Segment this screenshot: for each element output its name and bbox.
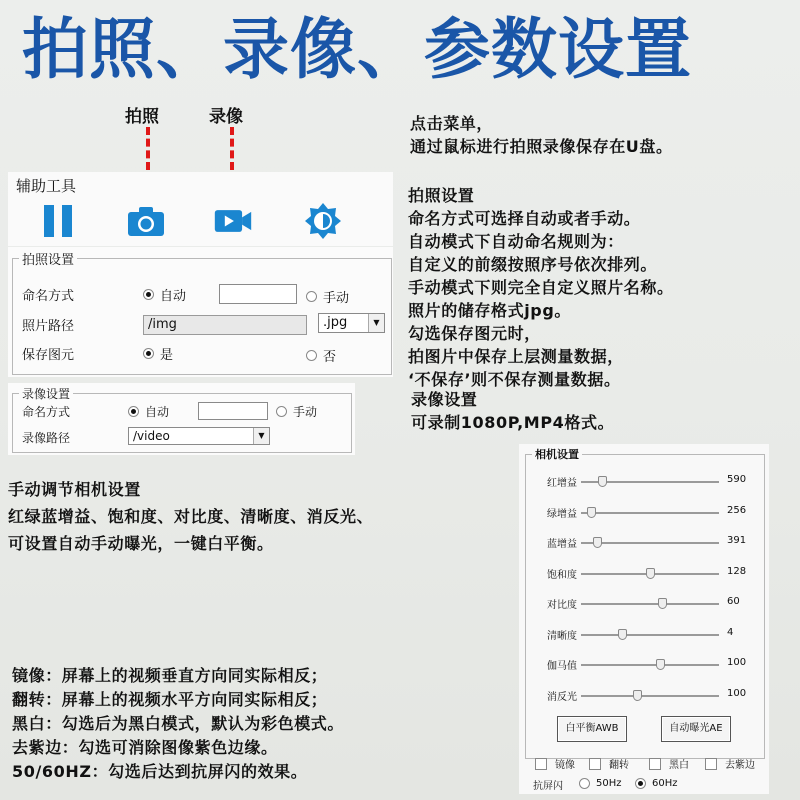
slider-row bbox=[519, 474, 769, 488]
radio-dot bbox=[128, 406, 139, 417]
radio-dot bbox=[579, 778, 590, 789]
slider-thumb[interactable] bbox=[646, 568, 655, 579]
video-naming-input[interactable] bbox=[198, 402, 268, 420]
video-path-select[interactable] bbox=[128, 427, 270, 445]
desc-line: 勾选保存图元时， bbox=[408, 324, 541, 343]
slider-track[interactable] bbox=[581, 695, 719, 697]
video-path-value: /video bbox=[133, 429, 170, 443]
photo-settings-legend: 拍照设置 bbox=[22, 253, 75, 268]
video-description bbox=[411, 388, 614, 434]
video-naming-label: 命名方式 bbox=[22, 405, 71, 419]
slider-label: 清晰度 bbox=[547, 630, 577, 642]
mirror-checkbox[interactable] bbox=[535, 756, 575, 771]
video-naming-auto-radio[interactable] bbox=[128, 403, 169, 420]
slider-row bbox=[519, 535, 769, 549]
slider-track[interactable] bbox=[581, 512, 719, 514]
radio-dot bbox=[306, 291, 317, 302]
slider-track[interactable] bbox=[581, 603, 719, 605]
photo-path-field[interactable]: /img bbox=[143, 315, 307, 335]
grayscale-checkbox[interactable] bbox=[649, 756, 689, 771]
defringe-label: 去紫边 bbox=[725, 760, 755, 771]
hz50-label: 50Hz bbox=[596, 778, 622, 789]
menu-description bbox=[410, 112, 673, 158]
anti-flicker-label: 抗屏闪 bbox=[533, 781, 563, 792]
ae-button[interactable]: 自动曝光AE bbox=[661, 716, 731, 742]
slider-label: 伽马值 bbox=[547, 661, 577, 672]
slider-thumb[interactable] bbox=[658, 598, 667, 609]
slider-thumb[interactable] bbox=[633, 690, 642, 701]
slider-label: 饱和度 bbox=[547, 569, 577, 581]
desc-line: 可设置自动手动曝光，一键白平衡。 bbox=[8, 534, 274, 553]
video-camera-icon bbox=[213, 205, 253, 237]
grayscale-label: 黑白 bbox=[669, 760, 689, 771]
bottom-description bbox=[12, 664, 344, 784]
desc-line: ‘不保存’则不保存测量数据。 bbox=[408, 370, 621, 389]
slider-label: 消反光 bbox=[547, 691, 577, 703]
desc-line: 自定义的前缀按照序号依次排列。 bbox=[408, 255, 658, 274]
slider-row bbox=[519, 688, 769, 702]
video-naming-auto-label: 自动 bbox=[145, 405, 170, 419]
photo-naming-manual-radio[interactable] bbox=[306, 287, 349, 306]
manual-description bbox=[8, 476, 373, 557]
mirror-label: 镜像 bbox=[555, 760, 575, 771]
camera-settings-panel bbox=[519, 444, 769, 794]
slider-value: 256 bbox=[727, 504, 747, 516]
brightness-icon bbox=[304, 202, 342, 240]
slider-value: 4 bbox=[727, 626, 734, 638]
photo-naming-auto-radio[interactable] bbox=[143, 285, 186, 304]
slider-value: 100 bbox=[727, 687, 747, 699]
desc-line: 黑白：勾选后为黑白模式，默认为彩色模式。 bbox=[12, 714, 345, 733]
slider-value: 128 bbox=[727, 565, 747, 577]
desc-line: 手动模式下则完全自定义照片名称。 bbox=[408, 278, 674, 297]
slider-row bbox=[519, 657, 769, 671]
desc-line: 手动调节相机设置 bbox=[8, 480, 141, 499]
chevron-down-icon: ▼ bbox=[253, 428, 269, 444]
checkbox-box bbox=[535, 758, 547, 770]
video-settings-panel bbox=[8, 383, 355, 455]
desc-line: 自动模式下自动命名规则为： bbox=[408, 232, 624, 251]
video-settings-legend: 录像设置 bbox=[22, 387, 71, 401]
slider-label: 蓝增益 bbox=[547, 539, 577, 550]
video-naming-manual-radio[interactable] bbox=[276, 403, 317, 420]
chevron-down-icon: ▼ bbox=[368, 314, 384, 332]
toolbar bbox=[8, 172, 393, 246]
desc-line: 通过鼠标进行拍照录像保存在U盘。 bbox=[410, 137, 673, 156]
photo-path-label: 照片路径 bbox=[22, 319, 75, 334]
desc-line: 录像设置 bbox=[411, 390, 478, 409]
radio-dot bbox=[635, 778, 646, 789]
pause-button[interactable] bbox=[38, 202, 78, 240]
pause-icon bbox=[40, 203, 76, 239]
camera-settings-legend: 相机设置 bbox=[535, 448, 579, 461]
record-video-button[interactable] bbox=[213, 202, 253, 240]
save-overlay-label: 保存图元 bbox=[22, 348, 75, 363]
video-path-label: 录像路径 bbox=[22, 431, 71, 445]
camera-settings-button[interactable] bbox=[303, 202, 343, 240]
slider-label: 对比度 bbox=[547, 600, 577, 611]
awb-button[interactable]: 白平衡AWB bbox=[557, 716, 627, 742]
defringe-checkbox[interactable] bbox=[705, 756, 755, 771]
checkbox-box bbox=[649, 758, 661, 770]
desc-line: 红绿蓝增益、饱和度、对比度、清晰度、消反光、 bbox=[8, 507, 374, 526]
checkbox-box bbox=[589, 758, 601, 770]
desc-line: 镜像：屏幕上的视频垂直方向同实际相反； bbox=[12, 666, 328, 685]
photo-naming-label: 命名方式 bbox=[22, 289, 75, 304]
photo-description bbox=[408, 184, 674, 391]
photo-format-select[interactable] bbox=[318, 313, 385, 333]
desc-line: 可录制1080P,MP4格式。 bbox=[411, 413, 615, 432]
desc-line: 照片的储存格式jpg。 bbox=[408, 301, 571, 320]
save-overlay-yes-label: 是 bbox=[160, 348, 174, 363]
desc-line: 拍图片中保存上层测量数据， bbox=[408, 347, 624, 366]
desc-line: 去紫边：勾选可消除图像紫色边缘。 bbox=[12, 738, 278, 757]
save-overlay-no-radio[interactable] bbox=[306, 346, 336, 365]
slider-thumb[interactable] bbox=[618, 629, 627, 640]
save-overlay-no-label: 否 bbox=[323, 350, 337, 365]
slider-row bbox=[519, 596, 769, 610]
slider-track[interactable] bbox=[581, 542, 719, 544]
flip-label: 翻转 bbox=[609, 760, 629, 771]
desc-line: 翻转：屏幕上的视频水平方向同实际相反； bbox=[12, 690, 328, 709]
slider-thumb[interactable] bbox=[598, 476, 607, 487]
radio-dot bbox=[276, 406, 287, 417]
slider-thumb[interactable] bbox=[587, 507, 596, 518]
slider-row bbox=[519, 627, 769, 641]
slider-row bbox=[519, 566, 769, 580]
toolbar-title: 辅助工具 bbox=[16, 177, 77, 195]
slider-value: 391 bbox=[727, 535, 747, 546]
photo-naming-auto-label: 自动 bbox=[160, 289, 187, 304]
slider-thumb[interactable] bbox=[593, 537, 602, 548]
capture-photo-button[interactable] bbox=[126, 202, 166, 240]
desc-line: 点击菜单， bbox=[410, 114, 494, 133]
photo-naming-manual-label: 手动 bbox=[323, 291, 350, 306]
photo-format-value: .jpg bbox=[323, 315, 348, 330]
slider-track[interactable] bbox=[581, 664, 719, 666]
slider-label: 红增益 bbox=[547, 478, 577, 489]
slider-value: 590 bbox=[727, 474, 747, 485]
photo-naming-input[interactable] bbox=[219, 284, 297, 304]
video-naming-manual-label: 手动 bbox=[293, 405, 318, 419]
save-overlay-yes-radio[interactable] bbox=[143, 344, 173, 363]
slider-value: 100 bbox=[727, 657, 747, 668]
slider-value: 60 bbox=[727, 596, 740, 607]
flip-checkbox[interactable] bbox=[589, 756, 629, 771]
hz60-label: 60Hz bbox=[652, 778, 678, 789]
checkbox-box bbox=[705, 758, 717, 770]
slider-track[interactable] bbox=[581, 634, 719, 636]
radio-dot bbox=[143, 348, 154, 359]
hz60-radio[interactable] bbox=[635, 778, 678, 789]
slider-thumb[interactable] bbox=[656, 659, 665, 670]
page-title: 拍照、录像、参数设置 bbox=[22, 11, 692, 88]
slider-label: 绿增益 bbox=[547, 508, 577, 520]
photo-settings-panel bbox=[8, 247, 393, 377]
hz50-radio[interactable] bbox=[579, 778, 622, 789]
radio-dot bbox=[306, 350, 317, 361]
slider-row bbox=[519, 505, 769, 519]
radio-dot bbox=[143, 289, 154, 300]
record-label: 录像 bbox=[209, 107, 243, 127]
camera-icon bbox=[126, 204, 166, 238]
desc-line: 50/60HZ：勾选后达到抗屏闪的效果。 bbox=[12, 762, 308, 781]
desc-line: 拍照设置 bbox=[408, 186, 475, 205]
desc-line: 命名方式可选择自动或者手动。 bbox=[408, 209, 641, 228]
photo-label: 拍照 bbox=[125, 107, 159, 127]
